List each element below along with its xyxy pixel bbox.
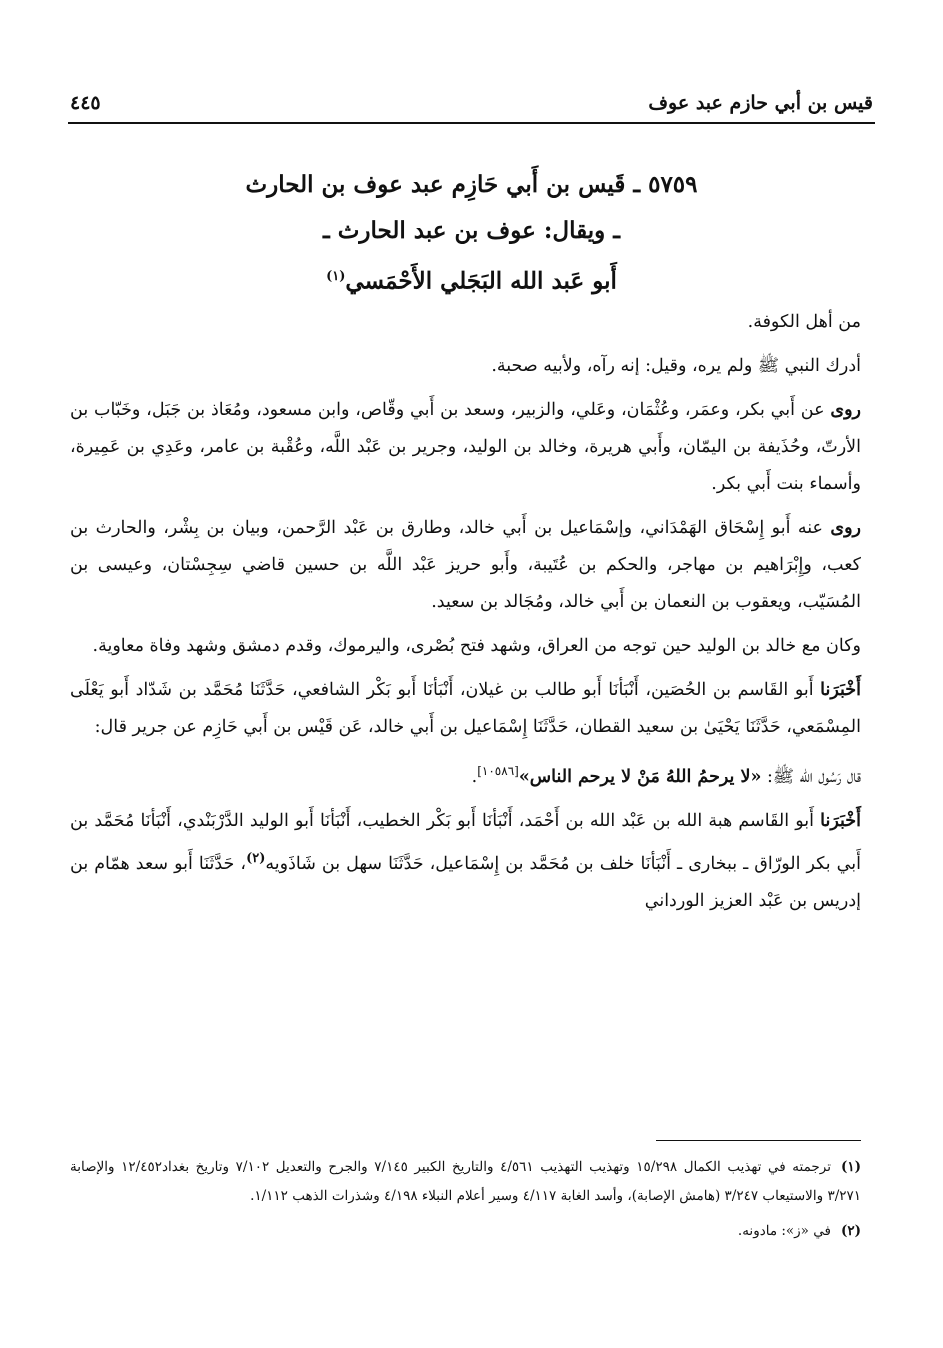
footnote-ref-1: (١) <box>326 269 346 284</box>
hadith-intro: قال رَسُول الله ﷺ: <box>761 766 861 787</box>
paragraph-isnad-1 <box>70 672 861 746</box>
entry-title-line-3 <box>140 254 803 305</box>
footnote-number: (١) <box>840 1159 862 1175</box>
running-head <box>70 88 873 118</box>
header-divider <box>68 122 875 124</box>
paragraph-narrated-from <box>70 392 861 503</box>
footnote-ref-2: (٢) <box>246 850 266 866</box>
paragraph-content: عن أَبي بكر، وعمَر، وعُثْمَان، وعَلي، والزبير، وسعد بن أَبي وقّاص، وابن مسعود، ومُعَاذ بن جَبَل، وخَبّاب بن الأرتّ، وحُذَيفة بن اليمّان، وأَبي هريرة، وخالد بن الوليد، وجرير بن عَبْد اللَّه، وعُقْبة بن عامر، وعَدِي بن عَمِيرة، وأسماء بنت أَبي بكر. <box>70 400 861 494</box>
paragraph-lead: أَخْبَرَنا <box>820 810 861 831</box>
hadith-end: . <box>471 766 478 787</box>
paragraph-content: عنه أَبو إِسْحَاق الهَمْدَاني، وإسْمَاعيل بن أَبي خالد، وطارق بن عَبْد الرَّحمن، وبيان بن بِشْر، والحارث بن كعب، وإِبْرَاهيم بن مهاجر، والحكم بن عُتَيبة، وأَبو حريز عَبْد اللَّه بن حسين قاضي سِجِسْتان، وعيسى بن المُسَيّب، ويعقوب بن النعمان بن أَبي خالد، ومُجَالد بن سعيد. <box>70 518 861 612</box>
paragraph-lead: روى <box>830 400 861 420</box>
paragraph-content-end: ، حَدَّثَنَا أَبو سعد همّام بن إدريس بن عَبْد العزيز الورداني <box>70 853 861 911</box>
paragraph-lead: أَخْبَرَنا <box>820 680 861 700</box>
footnote-1 <box>70 1153 861 1211</box>
body-text <box>70 304 861 927</box>
hadith-number: [١٠٥٨٦] <box>477 764 519 778</box>
paragraph-companionship: أدرك النبي ﷺ ولم يره، وقيل: إنه رآه، ولأبيه صحبة. <box>491 356 861 376</box>
paragraph-narrated-by <box>70 510 861 621</box>
paragraph-content: أَبو القَاسم هبة الله بن عَبْد الله بن أَحْمَد، أَنْبَأنَا أَبو بَكْر الخطيب، أَنْبَأنَا أَبو الوليد الدَّرْبَنْدي، أَنْبَأنَا مُحَمَّد بن أَبي بكر الورّاق ـ ببخارى ـ أَنْبَأنَا خلف بن مُحَمَّد بن إِسْمَاعيل، حَدَّثَنَا سهل بن شَاذَويه <box>70 810 861 874</box>
entry-title-kunya: أَبو عَبد الله البَجَلي الأَحْمَسي <box>345 267 617 295</box>
entry-title-line-2: ـ ويقال: عوف بن عبد الحارث ـ <box>323 217 620 244</box>
entry-title-line-1: ٥٧٥٩ ـ قَيس بن أَبي حَازِم عبد عوف بن الحارث <box>245 171 698 198</box>
footnotes <box>70 1153 861 1252</box>
footnote-text: ترجمته في تهذيب الكمال ١٥/٢٩٨ وتهذيب التهذيب ٤/٥٦١ والتاريخ الكبير ٧/١٤٥ والجرح والتعديل ٧/١٠٢ وتاريخ بغداد١٢/٤٥٢ والإصابة ٣/٢٧١ والاستيعاب ٣/٢٤٧ (هامش الإصابة)، وأسد الغابة ٤/١١٧ وسير أعلام النبلاء ٤/١٩٨ وشذرات الذهب ١/١١٢. <box>70 1159 861 1204</box>
paragraph-origin: من أهل الكوفة. <box>747 312 861 332</box>
page-number: ٤٤٥ <box>70 92 101 114</box>
paragraph-hadith <box>70 753 861 796</box>
paragraph-isnad-2 <box>70 803 861 920</box>
running-head-title: قيس بن أبي حازم عبد عوف <box>648 92 873 114</box>
hadith-text: «لا يرحمُ اللهُ مَنْ لا يرحم الناس» <box>518 766 762 787</box>
footnote-2 <box>70 1217 861 1246</box>
paragraph-lead: روى <box>830 518 861 538</box>
entry-title <box>140 162 803 305</box>
footnote-divider <box>656 1140 861 1141</box>
footnote-text: في «ز»: مادونه. <box>737 1223 831 1239</box>
paragraph-content: أَبو القَاسم بن الحُصَين، أَنْبَأنَا أَبو طالب بن غيلان، أَنْبَأنَا أَبو بَكْر الشافعي، حَدَّثَنَا مُحَمَّد بن شَدّاد أَبو يَعْلَى المِسْمَعي، حَدَّثَنَا يَحْيَىٰ بن سعيد القطان، حَدَّثَنَا إِسْمَاعيل بن أَبي خالد، عَن قَيْس بن أَبي حَازِم عن جرير قال: <box>70 680 861 737</box>
footnote-number: (٢) <box>840 1223 861 1239</box>
paragraph-history: وكان مع خالد بن الوليد حين توجه من العراق، وشهد فتح بُصْرى، واليرموك، وقدم دمشق وشهد وفاة معاوية. <box>92 636 861 656</box>
